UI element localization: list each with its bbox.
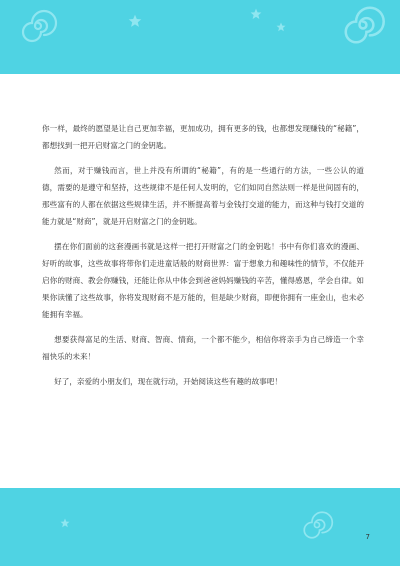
star-icon bbox=[60, 518, 70, 528]
star-icon bbox=[250, 8, 262, 20]
paragraph: 想要获得富足的生活、财商、智商、情商，一个都不能少，相信你将亲手为自己缔造一个幸福快乐的未来！ bbox=[42, 335, 364, 361]
paragraph: 摆在你们面前的这套漫画书就是这样一把打开财富之门的金钥匙！书中有你们喜欢的漫画、好听的故事，这些故事将带你们走进童话般的财商世界：富于想象力和趣味性的情节，不仅能开启你的财商、教会你赚钱，还能让你从中体会到爸爸妈妈赚钱的辛苦，懂得感恩，学会自律。如果你读懂了这些故事，你将发现财商不是万能的，但是缺少财商，即便你拥有一座金山，也未必能拥有幸福。 bbox=[42, 242, 364, 319]
star-icon bbox=[128, 14, 142, 28]
paragraph: 好了，亲爱的小朋友们，现在就行动，开始阅读这些有趣的故事吧！ bbox=[54, 377, 282, 386]
swirl-icon bbox=[340, 2, 386, 48]
swirl-icon bbox=[18, 6, 58, 46]
top-decorative-band bbox=[0, 0, 400, 74]
bottom-decorative-band bbox=[0, 488, 400, 566]
body-text bbox=[42, 120, 364, 398]
paragraph: 你一样，最终的愿望是让自己更加幸福，更加成功，拥有更多的钱，也都想发现赚钱的“秘籍”，都想找到一把开启财富之门的金钥匙。 bbox=[42, 124, 364, 150]
swirl-icon bbox=[300, 508, 334, 542]
page-number: 7 bbox=[365, 533, 370, 541]
paragraph: 然而，对于赚钱而言，世上并没有所谓的“秘籍”，有的是一些通行的方法，一些公认的道德，需要的是遵守和坚持，这些规律不是任何人发明的，它们如同自然法则一样是世间固有的，那些富有的人都在依据这些规律生活，并不断提高着与金钱打交道的能力，而这种与钱打交道的能力就是“财商”，就是开启财富之门的金钥匙。 bbox=[42, 166, 364, 226]
star-icon bbox=[276, 22, 286, 32]
top-scallop-edge bbox=[0, 66, 400, 84]
